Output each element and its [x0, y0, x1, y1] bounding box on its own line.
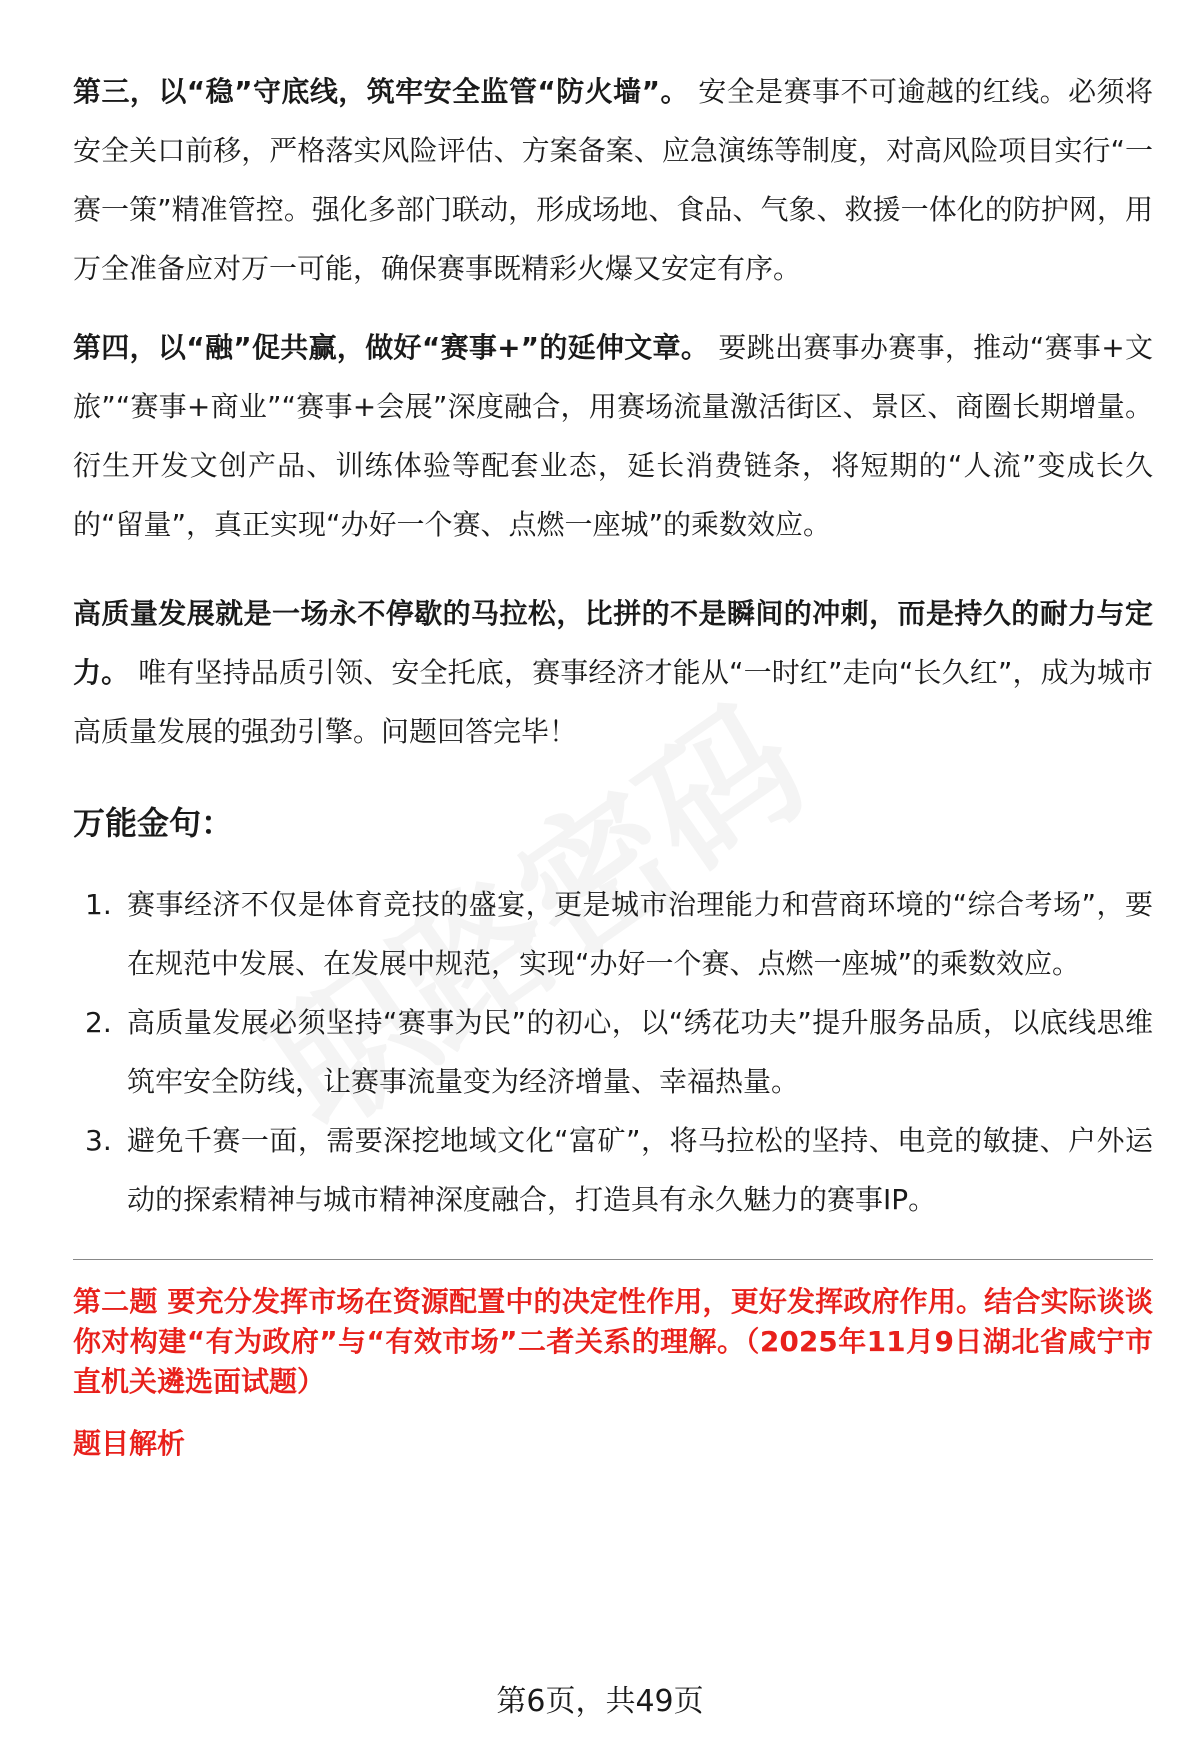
section-divider	[73, 1259, 1153, 1260]
paragraph-body: 要跳出赛事办赛事，推动“赛事+文旅”“赛事+商业”“赛事+会展”深度融合，用赛场流量激活街区、景区、商圈长期增量。衍生开发文创产品、训练体验等配套业态，延长消费链条，将短期的“人流”变成长久的“留量”，真正实现“办好一个赛、点燃一座城”的乘数效应。	[73, 331, 1154, 541]
paragraph-body: 安全是赛事不可逾越的红线。必须将安全关口前移，严格落实风险评估、方案备案、应急演练等制度，对高风险项目实行“一赛一策”精准管控。强化多部门联动，形成场地、食品、气象、救援一体化的防护网，用万全准备应对万一可能，确保赛事既精彩火爆又安定有序。	[73, 75, 1153, 285]
golden-sentences-list	[73, 875, 1153, 1229]
list-item	[73, 1111, 1153, 1229]
page-number: 第6页，共49页	[496, 1684, 704, 1719]
list-item-number: 2.	[85, 1006, 112, 1039]
list-item-text: 赛事经济不仅是体育竞技的盛宴，更是城市治理能力和营商环境的“综合考场”，要在规范中发展、在发展中规范，实现“办好一个赛、点燃一座城”的乘数效应。	[127, 888, 1153, 980]
paragraph-lead: 第四，以“融”促共赢，做好“赛事+”的延伸文章。	[73, 331, 710, 364]
paragraph-conclusion	[73, 584, 1153, 761]
paragraph-lead: 高质量发展就是一场永不停歇的马拉松，比拼的不是瞬间的冲刺，而是持久的耐力与定力。	[73, 597, 1153, 689]
paragraph-lead: 第三，以“稳”守底线，筑牢安全监管“防火墙”。	[73, 75, 689, 108]
list-item-number: 1.	[85, 888, 112, 921]
paragraph-fourth-point	[73, 318, 1153, 554]
list-item	[73, 993, 1153, 1111]
golden-sentences-heading: 万能金句：	[73, 804, 234, 842]
list-item	[73, 875, 1153, 993]
list-item-number: 3.	[85, 1124, 112, 1157]
list-item-text: 高质量发展必须坚持“赛事为民”的初心，以“绣花功夫”提升服务品质，以底线思维筑牢安全防线，让赛事流量变为经济增量、幸福热量。	[127, 1006, 1153, 1098]
list-item-text: 避免千赛一面，需要深挖地域文化“富矿”，将马拉松的坚持、电竞的敏捷、户外运动的探索精神与城市精神深度融合，打造具有永久魅力的赛事IP。	[127, 1124, 1153, 1216]
paragraph-body: 唯有坚持品质引领、安全托底，赛事经济才能从“一时红”走向“长久红”，成为城市高质量发展的强劲引擎。问题回答完毕！	[73, 656, 1153, 748]
analysis-heading: 题目解析	[73, 1427, 186, 1460]
question-title: 第二题 要充分发挥市场在资源配置中的决定性作用，更好发挥政府作用。结合实际谈谈你对构建“有为政府”与“有效市场”二者关系的理解。（2025年11月9日湖北省咸宁市直机关遴选面试题）	[73, 1285, 1153, 1398]
document-page	[73, 62, 1153, 1464]
paragraph-third-point	[73, 62, 1153, 298]
